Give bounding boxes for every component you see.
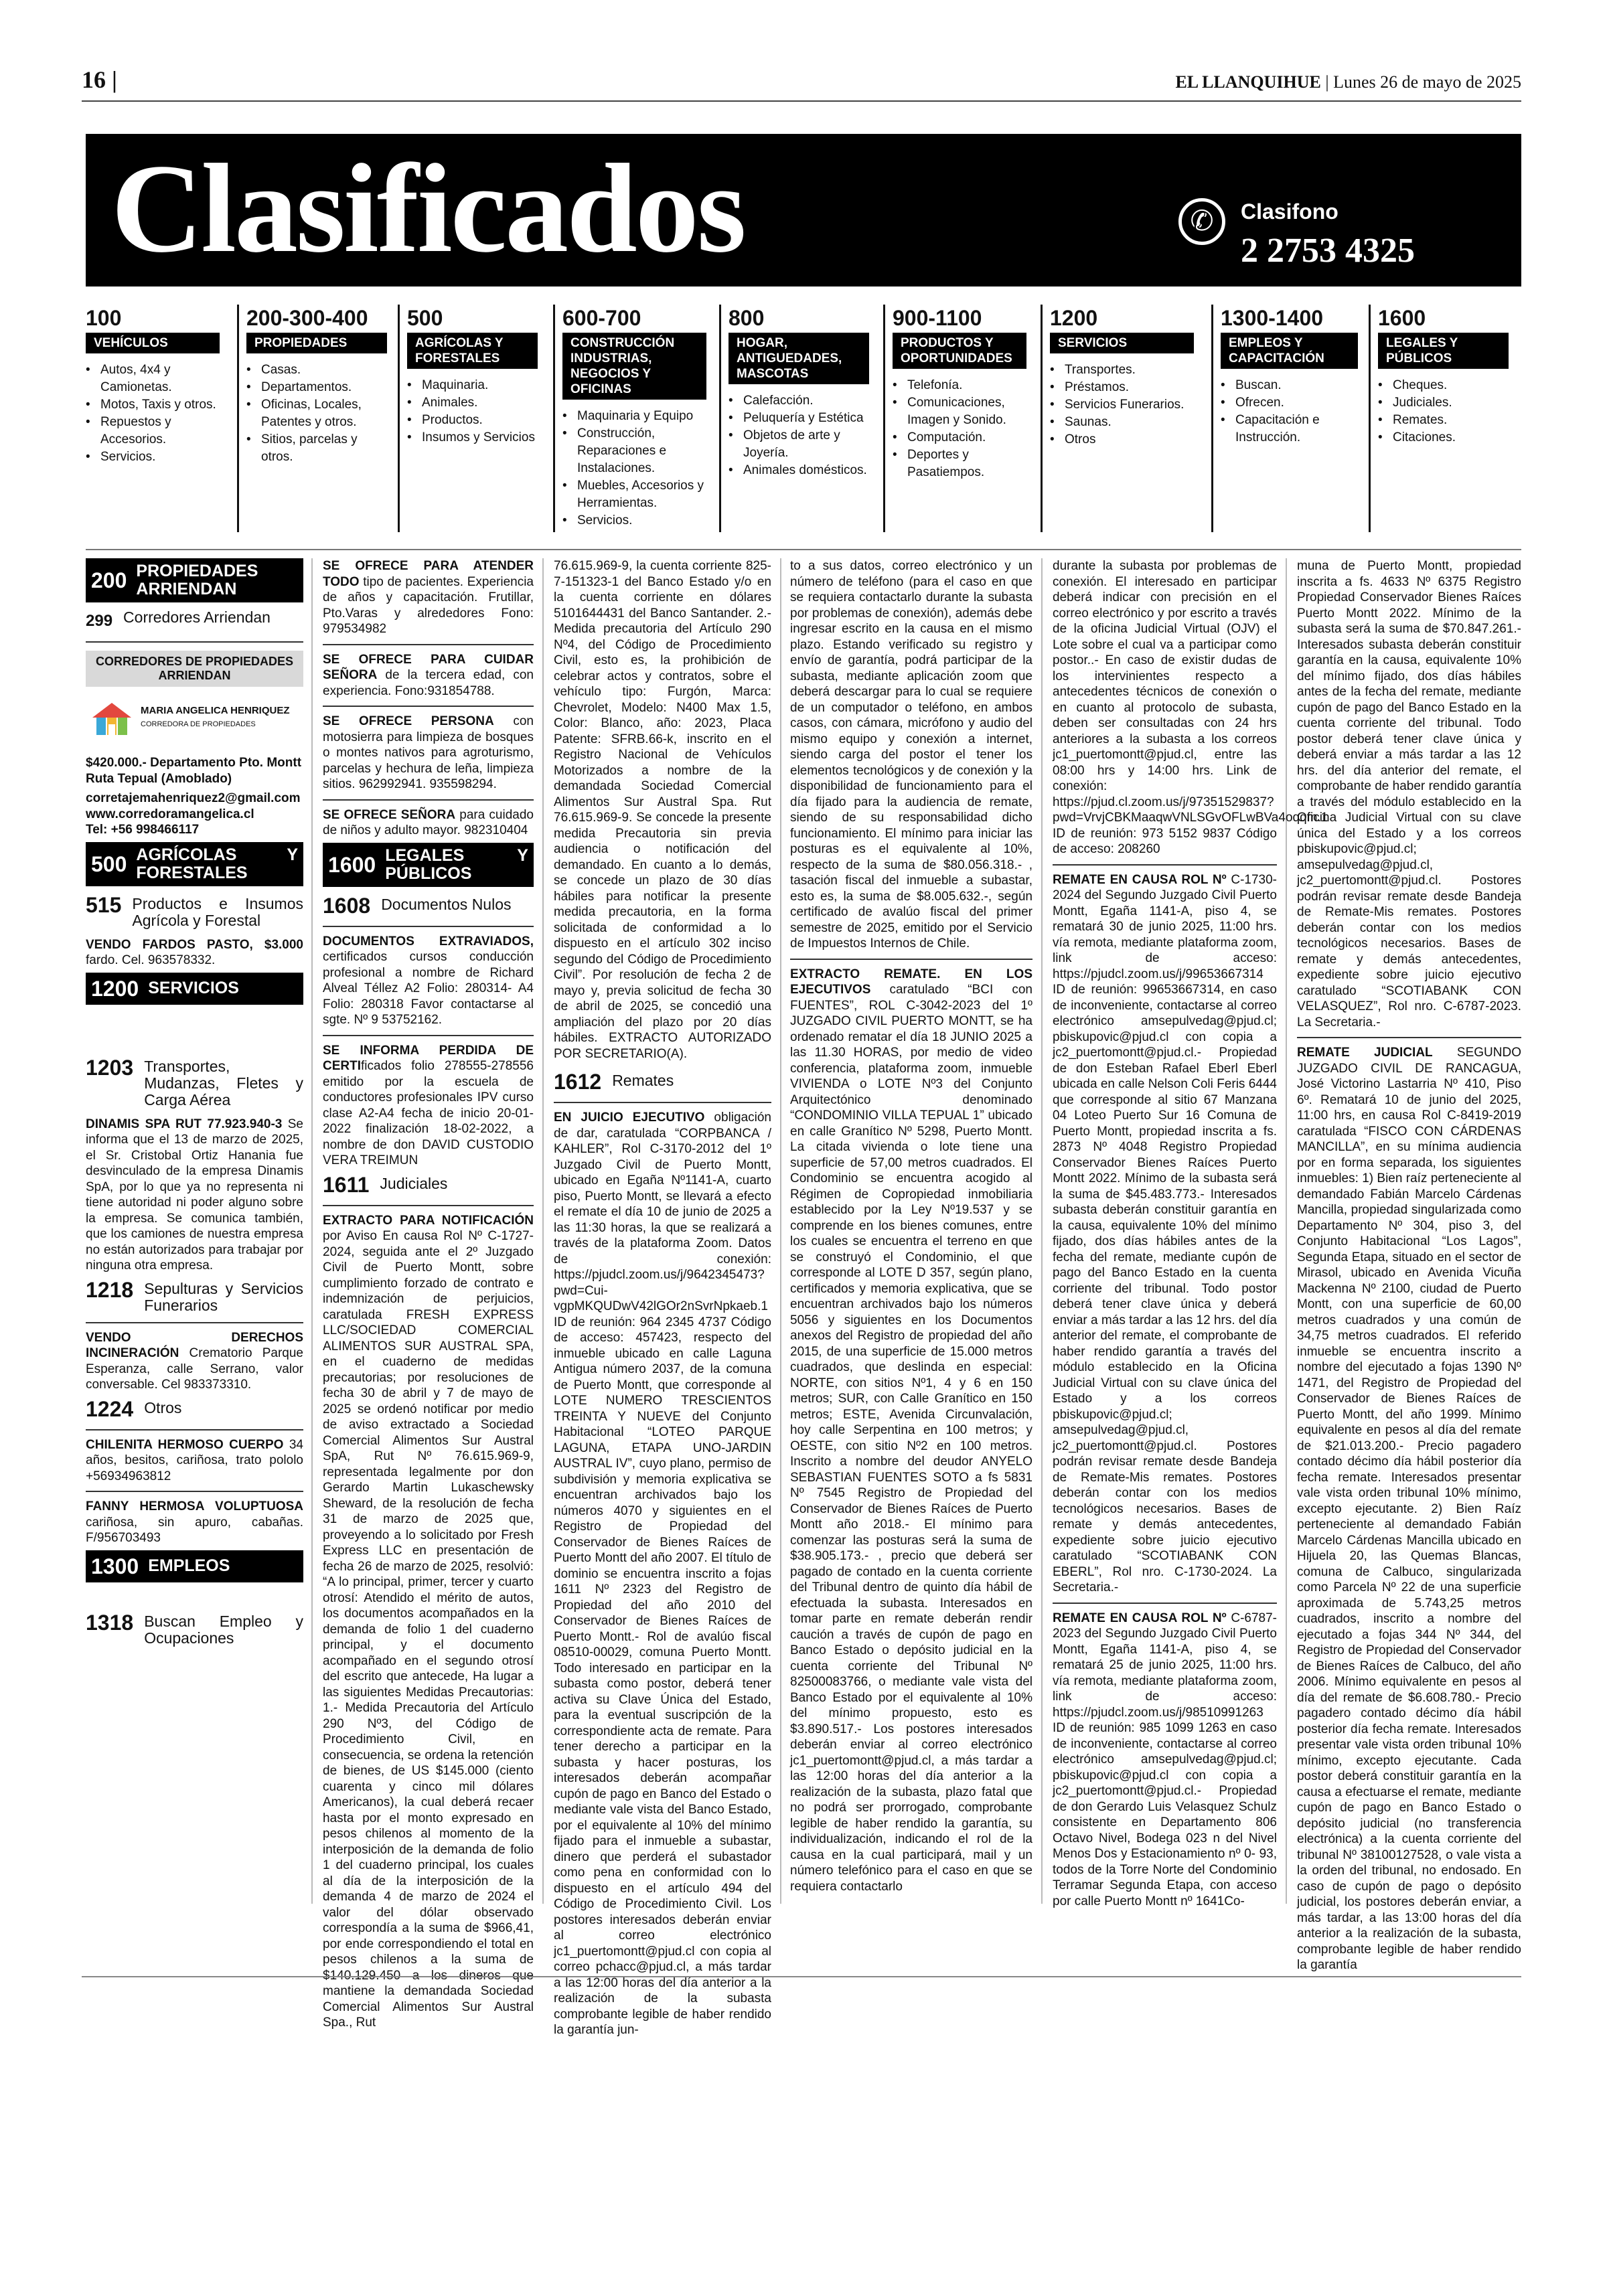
- section-1218-header: 1218 Sepulturas y Servicios Funerarios: [86, 1277, 303, 1314]
- column-2: [323, 558, 534, 2035]
- legal-notice: EXTRACTO REMATE. EN LOS EJECUTIVOS caratulado “BCI con FUENTES”, ROL C-3042-2023 del 1º JUZGADO CIVIL PUERTO MONTT, se ha ordenado rematar el día 18 JUNIO 2025 a las 11.30 HORAS, por medio de video conferencia, plataforma zoom, inmueble VIVIENDA o LOTE Nº3 del Conjunto Arquitectónico denominado “CONDOMINIO VILLA TEPUAL 1” ubicado en calle Granítico Nº 5298, Puerto Montt. La citada vivienda o lote tiene una superficie de 57,00 metros cuadrados. El Condominio se encuentra acogido al Régimen de Copropiedad inmobiliaria establecido por la Ley Nº19.537 y se comprende en los bienes comunes, entre los cuales se encuentra el terreno en que se construyó el Condominio, el que corresponde al LOTE D 357, según plano, certificados y memoria explicativa, que se encuentran archivados bajo los números 5056 y siguientes en los Documentos anexos del Registro de propiedad del año 2015, de una superficie de 15.000 metros cuadrados, que deslinda en especial: NORTE, con sitios Nº1, 4 y 6 en 150 metros; SUR, con Calle Granítico en 150 metros; ESTE, Avenida Circunvalación, hoy calle Serpentina en 100 metros; y OESTE, con sitio Nº2 en 100 metros. Inscrito a nombre del deudor ANYELO SEBASTIAN FUENTES SOTO a fs 5831 Nº 7545 Registro de Propiedad del Conservador de Bienes Raíces de Puerto Montt año 2018.- El mínimo para comenzar las posturas será la suma de $38.905.173.- , precio que deberá ser pagado de contado en la cuenta corriente del Tribunal dentro de quinto día hábil de efectuada la subasta. Interesados en tomar parte en remate deberán rendir caución a través de cupón de pago en Banco Estado o depósito judicial en la cuenta corriente del Tribunal Nº 82500083766, o mediante vale vista del Banco Estado por el equivalente al 10% del mínimo propuesto, esto es $3.890.517.- Los postores interesados deberán enviar al correo electrónico jc1_puertomontt@pjud.cl, a más tardar a las 12:00 horas del día anterior a la realización de la subasta, plazo fatal que no podrá ser prorrogado, comprobante legible de haber rendido la garantía, su individualización, indicando el rol de la causa en la cual participará, mail y un número telefónico para el caso en que se requiera contactarlo: [790, 967, 1032, 1894]
- column-divider: [780, 558, 781, 1904]
- ad-price: $420.000.- Departamento Pto. Montt Ruta Tepual (Amoblado): [86, 756, 302, 786]
- section-1224-header: 1224 Otros: [86, 1396, 182, 1421]
- category-divider: [237, 305, 239, 532]
- legal-notice: REMATE JUDICIAL SEGUNDO JUZGADO CIVIL DE RANCAGUA, José Victorino Lastarria Nº 410, Piso 6º. Rematará 10 de junio del 2025, 11:00 hrs, en causa Rol C-8419-2019 caratulada “FISCO CON CÁRDENAS MANCILLA”, en su mínima audiencia por en forma separada, los siguientes inmuebles: 1) Bien raíz perteneciente al demandado Fabián Marcelo Cárdenas Mancilla, propiedad singularizada como Departamento Nº 304, piso 3, del Conjunto Habitacional “Los Lagos”, Segunda Etapa, situado en el sector de Mirasol, ubicado en Avenida Vicuña Mackenna Nº 2100, ciudad de Puerto Montt, con una superficie de 60,00 metros cuadrados y una común de 34,75 metros cuadrados. El referido inmueble se encuentra inscrito a nombre del ejecutado a fojas 1390 Nº 1471, del Registro de Propiedad del Conservador de Bienes Raíces de Puerto Montt, del año 1999. Mínimo equivalente en pesos al día del remate de $21.013.200.- Precio pagadero contado décimo día hábil posterior día fecha remate. Interesados presentar vale vista orden tribunal 10% mínimo, excepto ejecutante. 2) Bien Raíz perteneciente al demandado Fabián Marcelo Cárdenas Mancilla ubicado en Hijuela 20, las Quemas Blancas, comuna de Calbuco, singularizada como Parcela Nº 22 de una superficie aproximada de 5.743,25 metros cuadrados, inscrito a nombre del ejecutado a fojas 344 Nº 344, del Registro de Propiedad del Conservador de Bienes Raíces de Calbuco, del año 2006. Mínimo equivalente en pesos al día del remate de $6.608.780.- Precio pagadero contado décimo día hábil posterior día fecha remate. Interesados presentar vale vista orden tribunal 10% mínimo, excepto ejecutante. Cada postor deberá constituir garantía en la causa a efectuarse el remate, mediante cupón de pago en Banco Estado o depósito judicial (no transferencia electrónica) a la cuenta corriente del tribunal Nº 38100127528, o vale vista a la orden del tribunal, no endosado. En caso de cupón de pago o depósito judicial, los postores deberán enviar, a más tardar, a las 13:00 horas del día anterior a la realización de la subasta, comprobante legible de haber rendido la garantía: [1297, 1046, 1521, 1972]
- section-1300-header: 1300 EMPLEOS: [86, 1550, 303, 1582]
- category-index: [86, 305, 1521, 542]
- category-items: [86, 361, 220, 466]
- section-500-header: 500 AGRÍCOLAS Y FORESTALES: [86, 842, 303, 886]
- category-item: • Capacitación e Instrucción.: [1230, 412, 1358, 446]
- classified-ad: SE INFORMA PERDIDA DE CERTIficados folio 278555-278556 emitido por la escuela de conductores profesionales IPV curso clase A2-A4 fecha de inicio 20-01-2022 finalización 18-02-2022, a nombre de don DAVID CUSTODIO VERA TREIMUN: [323, 1043, 534, 1167]
- category-item: • Casas.: [256, 361, 387, 379]
- category-item: • Productos.: [416, 412, 538, 429]
- category-items: [407, 377, 538, 446]
- separator: [323, 799, 534, 801]
- category-item: • Construcción, Reparaciones e Instalaciones.: [572, 425, 706, 477]
- banner-title: Clasificados: [111, 139, 745, 279]
- category-item: • Cheques.: [1387, 377, 1509, 394]
- category-item: • Deportes y Pasatiempos.: [902, 446, 1026, 481]
- category-item: • Citaciones.: [1387, 429, 1509, 446]
- category-1300-1400: [1221, 305, 1358, 542]
- corredores-box: [86, 651, 303, 747]
- category-item: • Autos, 4x4 y Camionetas.: [95, 361, 220, 396]
- separator: [323, 926, 534, 927]
- category-item: • Motos, Taxis y otros.: [95, 396, 220, 414]
- category-divider: [1369, 305, 1371, 532]
- category-item: • Insumos y Servicios: [416, 429, 538, 446]
- category-divider: [883, 305, 885, 532]
- category-items: [562, 408, 706, 529]
- separator: [1297, 1037, 1521, 1038]
- category-item: • Préstamos.: [1059, 379, 1194, 396]
- legal-notice: 76.615.969-9, la cuenta corriente 825-7-151323-1 del Banco Estado y/o en la cuenta corriente en dólares 5101644431 del Banco Santander. 2.- Medida precautoria del Artículo 290 Nº4, del Código de Procedimiento Civil, esto es, la prohibición de celebrar actos y contratos, sobre el vehículo tipo: Furgón, Marca: Chevrolet, Modelo: N400 Max 1.5, Color: Blanco, año: 2023, Placa Patente: SFRB.66-k, inscrito en el Registro Nacional de Vehículos Motorizados a nombre de la demandada Sociedad Comercial Alimentos Sur Austral Spa. Rut 76.615.969-9. Se concede la presente medida Precautoria sin previa audiencia o notificación del demandado. En cuanto a lo demás, se concede un plazo de 30 días hábiles para notificar la presente medida precautoria, en la forma solicitada de conformidad a lo dispuesto en el artículo 302 inciso segundo del Código de Procedimiento Civil”. Por resolución de fecha 2 de mayo y, previa solicitud de fecha 30 de abril de 2025, se concedió una ampliación del plazo por 20 días hábiles. EXTRACTO AUTORIZADO POR SECRETARIO(A).: [554, 559, 771, 1061]
- category-800: [729, 305, 869, 542]
- category-item: • Calefacción.: [738, 392, 869, 410]
- category-label: AGRÍCOLAS Y FORESTALES: [407, 333, 538, 369]
- legal-notice: EN JUICIO EJECUTIVO obligación de dar, caratulada “CORPBANCA / KAHLER”, Rol C-3170-2012 del 1º Juzgado Civil de Puerto Montt, ubicado en Egaña Nº1141-A, cuarto piso, Puerto Montt, se llevará a efecto el remate el día 10 de junio de 2025 a las 11:30 horas, la que se realizará a través de la plataforma Zoom. Datos de conexión: https://pjudcl.zoom.us/j/9642345473?pwd=Cui-vgpMKQUDwV42lGOr2nSvrNpkaeb.1 ID de reunión: 964 2345 4737 Código de acceso: 457423, respecto del inmueble ubicado en calle Laguna Antigua número 2037, de la comuna de Puerto Montt, que corresponde al LOTE NUMERO TRESCIENTOS TREINTA Y NUEVE del Conjunto Habitacional “LOTEO PARQUE LAGUNA, ETAPA UNO-JARDIN AUSTRAL IV”, cuyo plano, permiso de subdivisión y memoria explicativa se encuentran archivados bajo los números 4070 y siguientes en el Registro de Propiedad del Conservador de Bienes Raíces de Puerto Montt del año 2007. El título de dominio se encuentra inscrito a fojas 1611 Nº 2323 del Registro de Propiedad del año 2010 del Conservador de Bienes Raíces de Puerto Montt.- Rol de avalúo fiscal 08510-00029, comuna Puerto Montt. Todo interesado en participar en la subasta como postor, deberá tener activa su Clave Única del Estado, para la eventual suscripción de la correspondiente acta de remate. Para tener derecho a participar en la subasta y hacer posturas, los interesados deberán acompañar cupón de pago en Banco del Estado o mediante vale vista del Banco Estado, por el equivalente al 10% del mínimo fijado para el inmueble a subastar, dinero que perderá el subastador como pena en conformidad con lo dispuesto en el artículo 494 del Código de Procedimiento Civil. Los postores interesados deberán enviar al correo electrónico jc1_puertomontt@pjud.cl con copia al correo pchacc@pjud.cl, a más tardar a las 12:00 horas del día anterior a la realización de la subasta comprobante legible de haber rendido la garantía jun-: [554, 1111, 771, 2037]
- separator: [323, 706, 534, 707]
- category-item: • Comunicaciones, Imagen y Sonido.: [902, 394, 1026, 429]
- section-200-header: 200 PROPIEDADES ARRIENDAN: [86, 558, 303, 602]
- page-number: 16 |: [82, 66, 117, 93]
- category-items: [1221, 377, 1358, 446]
- category-item: • Oficinas, Locales, Patentes y otros.: [256, 396, 387, 431]
- realtor-name: MARIA ANGELICA HENRIQUEZ: [141, 705, 290, 717]
- category-item: • Repuestos y Accesorios.: [95, 414, 220, 448]
- category-label: PROPIEDADES: [246, 333, 387, 353]
- clasifono-number: 2 2753 4325: [1241, 232, 1415, 270]
- category-900-1100: [893, 305, 1026, 542]
- category-item: • Muebles, Accesorios y Herramientas.: [572, 477, 706, 512]
- category-code: 500: [407, 306, 443, 330]
- legal-notice: REMATE EN CAUSA ROL Nº C-6787-2023 del Segundo Juzgado Civil Puerto Montt, Egaña 1141-A, piso 4, se rematará 25 de junio 2025, 11:00 hrs. vía remota, mediante plataforma zoom, link de acceso: https://pjudcl.zoom.us/j/98510991263 ID de reunión: 985 1099 1263 en caso de inconveniente, contactarse al correo electrónico amsepulvedag@pjud.cl; pbiskupovic@pjud.cl con copia a jc2_puertomontt@pjud.cl.- Propiedad de don Gerardo Luis Velasquez Schulz consistente en Departamento 806 Octavo Nivel, Bodega 023 n del Nivel Menos Dos y Estacionamiento nº 0- 93, todos de la Torre Norte del Condominio Terramar Segunda Etapa, con acceso por calle Puerto Montt nº 1641Co-: [1053, 1611, 1277, 1908]
- column-divider: [311, 558, 313, 1904]
- section-299-header: 299 Corredores Arriendan: [86, 608, 271, 630]
- separator: [1053, 864, 1277, 866]
- category-item: • Servicios Funerarios.: [1059, 396, 1194, 414]
- category-divider: [398, 305, 400, 532]
- category-item: • Ofrecen.: [1230, 394, 1358, 412]
- category-item: • Transportes.: [1059, 361, 1194, 379]
- separator: [1053, 1603, 1277, 1604]
- separator: [86, 1322, 303, 1323]
- category-item: • Otros: [1059, 431, 1194, 448]
- category-items: [729, 392, 869, 479]
- category-1200: [1050, 305, 1194, 542]
- classified-ad: VENDO FARDOS PASTO, $3.000 fardo. Cel. 963578332.: [86, 937, 303, 967]
- category-divider: [553, 305, 555, 532]
- section-1318-header: 1318 Buscan Empleo y Ocupaciones: [86, 1610, 303, 1647]
- section-1608-header: 1608 Documentos Nulos: [323, 893, 512, 918]
- category-500: [407, 305, 538, 542]
- house-logo-icon: [88, 700, 135, 738]
- section-1203-header: 1203 Transportes, Mudanzas, Fletes y Carga Aérea: [86, 1055, 303, 1109]
- clasifono-label: Clasifono: [1241, 199, 1338, 224]
- separator: [790, 959, 1032, 960]
- corredores-header: CORREDORES DE PROPIEDADES ARRIENDAN: [86, 651, 303, 687]
- category-label: PRODUCTOS Y OPORTUNIDADES: [893, 333, 1026, 369]
- column-6: [1297, 558, 1521, 1977]
- category-items: [246, 361, 387, 466]
- category-item: • Buscan.: [1230, 377, 1358, 394]
- classified-ad: FANNY HERMOSA VOLUPTUOSA cariñosa, sin apuro, cabañas. F/956703493: [86, 1499, 303, 1545]
- section-1611-header: 1611 Judiciales: [323, 1172, 448, 1197]
- classified-ad: SE OFRECE PERSONA con motosierra para limpieza de bosques o montes nativos para agroturismo, parcelas y hechura de leña, limpieza sitios. 962992941. 935598294.: [323, 714, 534, 791]
- realtor-subtitle: CORREDORA DE PROPIEDADES: [141, 720, 256, 729]
- category-code: 200-300-400: [246, 306, 368, 330]
- category-item: • Objetos de arte y Joyería.: [738, 427, 869, 462]
- column-5: [1053, 558, 1328, 1913]
- category-label: CONSTRUCCIÓN INDUSTRIAS, NEGOCIOS Y OFICINAS: [562, 333, 706, 400]
- separator: [323, 644, 534, 645]
- section-1612-header: 1612 Remates: [554, 1070, 674, 1094]
- category-item: • Maquinaria.: [416, 377, 538, 394]
- ad-web: www.corredoramangelica.cl: [86, 807, 254, 821]
- ad-tel: Tel: +56 998466117: [86, 823, 200, 837]
- category-item: • Servicios.: [95, 448, 220, 466]
- column-divider: [1041, 558, 1043, 1904]
- category-1600: [1378, 305, 1509, 542]
- category-item: • Animales.: [416, 394, 538, 412]
- separator: [323, 1205, 534, 1206]
- category-label: EMPLEOS Y CAPACITACIÓN: [1221, 333, 1358, 369]
- legal-notice: to a sus datos, correo electrónico y un número de teléfono (para el caso en que se requiera contactarlo durante la subasta por problemas de conexión), además debe ingresar escrito en la causa en el mismo plazo. Estando verificado su registro y envío de garantía, podrá participar de la subasta, mediante aplicación zoom que deberá descargar para lo cual se requiere de un computador o teléfono, en ambos casos, con cámara, micrófono y audio del mismo equipo y conexión a internet, siendo carga del postor el tener los elementos tecnológicos y de conexión y la disponibilidad de funcionamiento para el día fijado para la audiencia de remate, siendo de su responsabilidad dicho funcionamiento. El mínimo para iniciar las posturas es el equivalente al 10%, respecto de la suma de $80.056.318.- , tasación fiscal del inmueble a subastar, esto es, la suma de $8.005.632.-, según certificado de avalúo fiscal del primer semestre de 2025, emitido por el Servicio de Impuestos Internos de Chile.: [790, 559, 1032, 951]
- category-item: • Peluquería y Estética: [738, 410, 869, 427]
- bottom-rule: [82, 1976, 1521, 1977]
- newspaper-name: EL LLANQUIHUE: [1175, 72, 1321, 92]
- ad-email: corretajemahenriquez2@gmail.com: [86, 791, 301, 805]
- separator: [86, 641, 303, 643]
- category-item: • Departamentos.: [256, 379, 387, 396]
- category-item: • Maquinaria y Equipo: [572, 408, 706, 425]
- section-1600-header: 1600 LEGALES Y PÚBLICOS: [323, 843, 534, 887]
- category-divider: [1041, 305, 1043, 532]
- column-1: [86, 558, 303, 1655]
- category-600-700: [562, 305, 706, 542]
- column-divider: [542, 558, 544, 1904]
- separator: [323, 1035, 534, 1036]
- phone-icon: ✆: [1178, 198, 1225, 245]
- classified-ad: SE OFRECE PARA ATENDER TODO tipo de pacientes. Experiencia de años y capacitación. Frutillar, Pto.Varas y alrededores Fono: 979534982: [323, 559, 534, 636]
- category-code: 1200: [1050, 306, 1098, 330]
- column-3: [554, 558, 771, 2042]
- separator: [554, 1102, 771, 1103]
- classified-ad: DINAMIS SPA RUT 77.923.940-3 Se informa que el 13 de marzo de 2025, el Sr. Cristobal Ortiz Hanania fue desvinculado de la empresa Dinamis SpA, por lo que ya no representa ni tiene autoridad ni poder alguno sobre la empresa. Se comunica también, que los camiones de nuestra empresa no están autorizados para trabajar por ninguna otra empresa.: [86, 1117, 303, 1273]
- category-code: 800: [729, 306, 765, 330]
- category-items: [893, 377, 1026, 481]
- clasificados-banner: [86, 134, 1521, 286]
- category-item: • Animales domésticos.: [738, 462, 869, 479]
- legal-notice: EXTRACTO PARA NOTIFICACIÓN por Aviso En causa Rol Nº C-1727-2024, seguida ante el 2º Juzgado Civil de Puerto Montt, sobre cumplimiento forzado de contrato e indemnización de perjuicios, caratulada FRESH EXPRESS LLC/SOCIEDAD COMERCIAL ALIMENTOS SUR AUSTRAL SPA, en el cuaderno de medidas precautorias; por resoluciones de fecha 30 de abril y 7 de mayo de 2025 se ordenó notificar por medio de aviso extractado a Sociedad Comercial Alimentos Sur Austral SpA, Rut Nº 76.615.969-9, representada legalmente por don Gerardo Martin Lukaschewsky Sheward, de la resolución de fecha 31 de marzo de 2025 que, proveyendo a lo solicitado por Fresh Express LLC en presentación de fecha 26 de marzo de 2025, resolvió: “A lo principal, primer, tercer y cuarto otrosí: Atendido el mérito de autos, los documentos acompañados en la demanda de folio 1 del cuaderno principal, y el documento acompañado en el segundo otrosí del escrito que antecede, Ha lugar a las siguientes Medidas Precautorias: 1.- Medida Precautoria del Artículo 290 Nº3, del Código de Procedimiento Civil, en consecuencia, se ordena la retención de bienes, de US $145.000 (ciento cuarenta y cinco mil dólares Americanos), la cual deberá recaer hasta por el monto expresado en pesos chilenos al momento de la interposición de la demanda de folio 1 del cuaderno principal, los cuales al día de la interposición de la demanda 4 de marzo de 2024 el valor del dólar observado correspondía a la suma de $966,41, por ende correspondiendo el total en pesos chilenos a la suma de $140.129.450 a los dineros que mantiene la demandada Sociedad Comercial Alimentos Sur Austral Spa., Rut: [323, 1213, 534, 2030]
- category-item: • Computación.: [902, 429, 1026, 446]
- section-1200-header: 1200 SERVICIOS: [86, 973, 303, 1005]
- category-divider: [1211, 305, 1213, 532]
- category-item: • Judiciales.: [1387, 394, 1509, 412]
- category-item: • Saunas.: [1059, 414, 1194, 431]
- section-515-header: 515 Productos e Insumos Agrícola y Forestal: [86, 892, 303, 929]
- column-4: [790, 558, 1032, 1898]
- masthead-date: EL LLANQUIHUE | Lunes 26 de mayo de 2025: [1175, 72, 1521, 92]
- separator: [86, 1429, 303, 1430]
- issue-date: Lunes 26 de mayo de 2025: [1333, 72, 1521, 92]
- category-code: 100: [86, 306, 122, 330]
- legal-notice: durante la subasta por problemas de conexión. El interesado en participar deberá indicar con precisión en el correo electrónico y por escrito a través de la oficina Judicial Virtual (OJV) el Lote sobre el cual va a participar como postor..- En caso de existir dudas de los intervinientes respecto a antecedentes técnicos de conexión o en cuanto al protocolo de subasta, deben ser consultadas con 24 hrs anteriores a la subasta a los correos jc1_puertomontt@pjud.cl, entre las 08:00 hrs y 14:00 hrs. Link de conexión: https://pjud.cl.zoom.us/j/97351529837?pwd=VrvjCBKMaaqwVNLSGvOFLwBVa4oqqm.1 ID de reunión: 973 5152 9837 Código de acceso: 208260: [1053, 559, 1328, 856]
- classified-ad: DOCUMENTOS EXTRAVIADOS, certificados cursos conducción profesional a nombre de Richard Alveal Téllez A2 Folio: 280314- A4 Folio: 280318 Favor contactarse al sgte. Nº 9 53752162.: [323, 934, 534, 1027]
- category-code: 1600: [1378, 306, 1426, 330]
- realtor-logo: [86, 687, 303, 747]
- category-code: 900-1100: [893, 306, 982, 330]
- top-rule: [82, 100, 1521, 102]
- column-divider: [1286, 558, 1287, 1904]
- category-item: • Sitios, parcelas y otros.: [256, 431, 387, 466]
- category-item: • Servicios.: [572, 512, 706, 529]
- category-item: • Telefonía.: [902, 377, 1026, 394]
- category-code: 1300-1400: [1221, 306, 1324, 330]
- category-label: LEGALES Y PÚBLICOS: [1378, 333, 1509, 369]
- classified-ad: CHILENITA HERMOSO CUERPO 34 años, besitos, cariñosa, trato pololo +56934963812: [86, 1437, 303, 1483]
- legal-notice: REMATE EN CAUSA ROL Nº C-1730-2024 del Segundo Juzgado Civil Puerto Montt, Egaña 1141-A, piso 4, se rematará 30 de junio 2025, 11:00 hrs. vía remota, mediante plataforma zoom, link de acceso: https://pjudcl.zoom.us/j/99653667314 ID de reunión: 99653667314, en caso de inconveniente, contactarse al correo electrónico amsepulvedag@pjud.cl; pbiskupovic@pjud.cl con copia a jc2_puertomontt@pjud.cl.- Propiedad de don Esteban Rafael Eberl Eberl ubicada en calle Nelson Coli Feris 6444 que corresponde al sitio 67 Manzana 04 Loteo Puerto Sur 16 Comuna de Puerto Montt, propiedad inscrita a fs. 2873 Nº 4048 Registro Propiedad Conservador Bienes Raíces Puerto Montt 2022. Mínimo de la subasta será la suma de $45.483.773.- Interesados subasta deberán constituir garantía en la causa, equivalente 10% del mínimo fijado, dos días hábiles antes de la fecha del remate, mediante cupón de pago del Banco Estado en la cuenta corriente del tribunal. Todo postor deberá tener clave única y deberá enviar a más tardar a las 12 hrs. del día anterior del remate, el comprobante de haber rendido garantía a través del módulo establecido en la Oficina Judicial Virtual con su clave única del Estado y a los correos pbiskupovic@pjud.cl; amsepulvedag@pjud.cl, jc2_puertomontt@pjud.cl. Postores podrán revisar remate desde Bandeja de Remate-Mis remates. Postores deberán contar con los medios tecnológicos necesarios. Bases de remate y demás antecedentes, expediente sobre juicio ejecutivo caratulado “SCOTIABANK CON EBERL”, Rol nro. C-1730-2024. La Secretaria.-: [1053, 872, 1277, 1594]
- category-label: VEHÍCULOS: [86, 333, 220, 353]
- classified-ad: VENDO DERECHOS INCINERACIÓN Crematorio Parque Esperanza, calle Serrano, valor conversable. Cel 983373310.: [86, 1330, 303, 1392]
- classified-ad: SE OFRECE SEÑORA para cuidado de niños y adulto mayor. 982310404: [323, 807, 534, 837]
- category-rule: [86, 549, 1521, 550]
- separator: [86, 1491, 303, 1492]
- category-code: 600-700: [562, 306, 641, 330]
- category-item: • Remates.: [1387, 412, 1509, 429]
- category-items: [1378, 377, 1509, 446]
- category-100: [86, 305, 220, 542]
- category-divider: [719, 305, 721, 532]
- legal-notice: muna de Puerto Montt, propiedad inscrita a fs. 4633 Nº 6375 Registro Propiedad Conservador Bienes Raíces Puerto Montt 2022. Mínimo de la subasta será la suma de $70.847.261.- Interesados subasta deberán constituir garantía en la causa, equivalente 10% del mínimo fijado, dos días hábiles antes de la fecha del remate, mediante cupón de pago del Banco Estado en la cuenta corriente del tribunal. Todo postor deberá tener clave única y deberá enviar a más tardar a las 12 hrs. del día anterior del remate, el comprobante de haber rendido garantía a través del módulo establecido en la Oficina Judicial Virtual con su clave única del Estado y a los correos pbiskupovic@pjud.cl; amsepulvedag@pjud.cl, jc2_puertomontt@pjud.cl. Postores podrán revisar remate desde Bandeja de Remate-Mis remates. Postores deberán contar con los medios tecnológicos necesarios. Bases de remate y demás antecedentes, expediente sobre juicio ejecutivo caratulado “SCOTIABANK CON VELASQUEZ”, Rol nro. C-6787-2023. La Secretaria.-: [1297, 559, 1521, 1030]
- category-label: SERVICIOS: [1050, 333, 1194, 353]
- classified-ad: SE OFRECE PARA CUIDAR SEÑORA de la tercera edad, con experiencia. Fono:931854788.: [323, 652, 534, 698]
- category-items: [1050, 361, 1194, 448]
- category-200-300-400: [246, 305, 387, 542]
- category-label: HOGAR, ANTIGUEDADES, MASCOTAS: [729, 333, 869, 384]
